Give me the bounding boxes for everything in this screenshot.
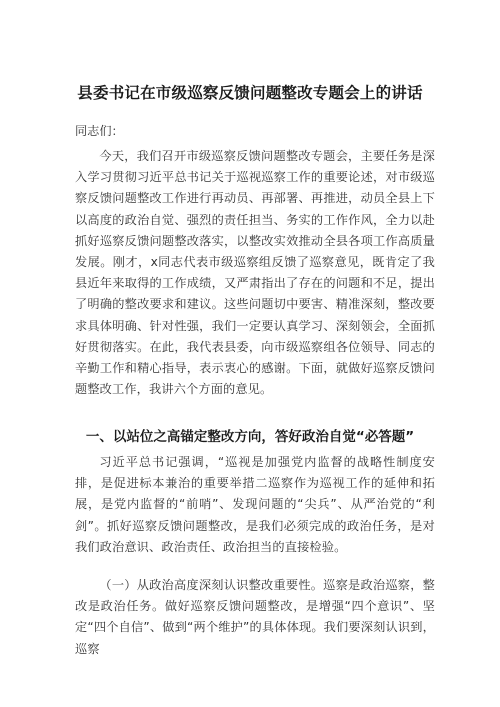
document-title: 县委书记在市级巡察反馈问题整改专题会上的讲话: [77, 84, 423, 102]
section1-paragraph-block: [75, 452, 435, 558]
intro-paragraph: 今天，我们召开市级巡察反馈问题整改专题会，主要任务是深入学习贯彻习近平总书记关于巡视巡察工作的重要论述，对市级巡察反馈问题整改工作进行再动员、再部署、再推进，动员全县上下以高度的政治自觉、强烈的责任担当、务实的工作作风，全力以赴抓好巡察反馈问题整改落实，以整改实效推动全县各项工作高质量发展。刚才，x同志代表市级巡察组反馈了巡察意见，既肯定了我县近年来取得的工作成绩，又严肃指出了存在的问题和不足，提出了明确的整改要求和建议。这些问题切中要害、精准深刻，整改要求具体明确、针对性强，我们一定要认真学习、深刻领会，全面抓好贯彻落实。在此，我代表县委，向市级巡察组各位领导、同志的辛勤工作和精心指导，表示衷心的感谢。下面，就做好巡察反馈问题整改工作，我讲六个方面的意见。: [75, 149, 435, 397]
section1-paragraph: 习近平总书记强调，“巡视是加强党内监督的战略性制度安排，是促进标本兼治的重要举措二巡察作为巡视工作的延伸和拓展，是党内监督的“前哨”、发现问题的“尖兵”、从严治党的“利剑”。抓好巡察反馈问题整改，是我们必须完成的政治任务，是对我们政治意识、政治责任、政治担当的直接检验。: [75, 455, 435, 554]
section-heading-1: 一、以站位之高锚定整改方向，答好政治自觉“必答题”: [85, 429, 415, 445]
intro-paragraph-block: [75, 146, 435, 400]
salutation: 同志们：: [75, 124, 124, 138]
section1-sub1-paragraph: （一）从政治高度深刻认识整改重要性。巡察是政治巡察，整改是政治任务。做好巡察反馈问题整改，是增强“四个意识”、坚定“四个自信”、做到“两个维护”的具体体现。我们要深刻认识到，巡察: [75, 578, 435, 656]
section1-sub1-paragraph-block: [75, 575, 435, 660]
